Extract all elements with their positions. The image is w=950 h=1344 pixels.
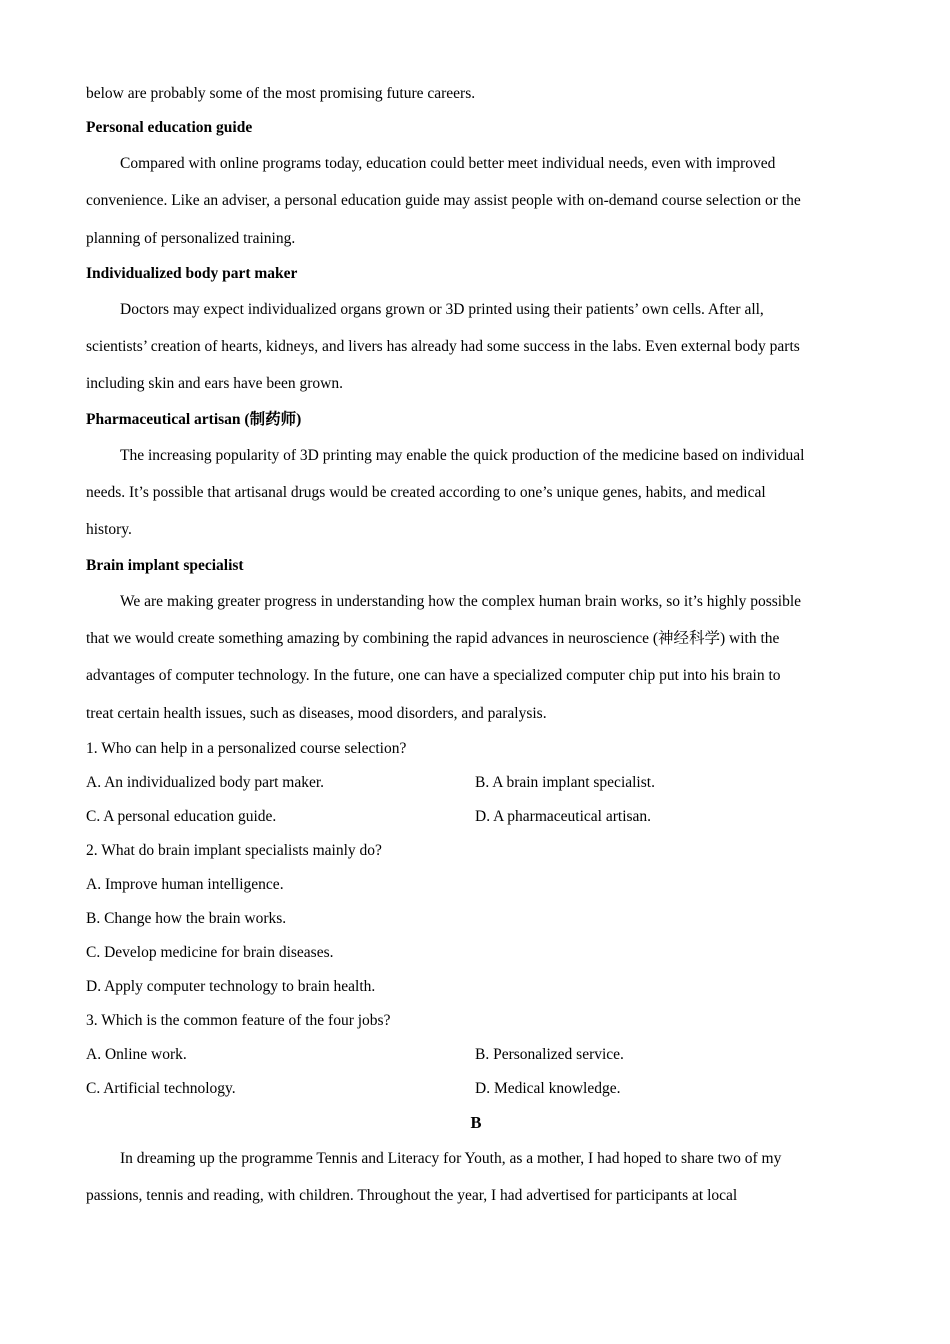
question-2-option-c: C. Develop medicine for brain diseases. — [86, 943, 334, 961]
paragraph-brain-implant — [86, 583, 866, 732]
question-1-options-row-1 — [86, 766, 866, 800]
paragraph-line: needs. It’s possible that artisanal drugs would be created according to one’s unique genes, habits, and medical — [86, 484, 766, 502]
paragraph-line: history. — [86, 521, 132, 539]
paragraph-body-part-maker — [86, 291, 866, 403]
question-2-option-a: A. Improve human intelligence. — [86, 875, 284, 893]
section-heading-education-guide: Personal education guide — [86, 119, 253, 136]
paragraph-line: scientists’ creation of hearts, kidneys, and livers has already had some success in the labs. Even external body parts — [86, 338, 800, 356]
paragraph-line: including skin and ears have been grown. — [86, 375, 343, 393]
paragraph-education-guide — [86, 145, 866, 257]
paragraph-line: treat certain health issues, such as diseases, mood disorders, and paralysis. — [86, 704, 547, 722]
paragraph-line: In dreaming up the programme Tennis and Literacy for Youth, as a mother, I had hoped to share two of my — [120, 1149, 782, 1167]
paragraph-line: Doctors may expect individualized organs grown or 3D printed using their patients’ own cells. After all, — [120, 300, 764, 318]
paragraph-line: passions, tennis and reading, with children. Throughout the year, I had advertised for participants at local — [86, 1187, 738, 1205]
paragraph-line: The increasing popularity of 3D printing may enable the quick production of the medicine based on individual — [120, 446, 805, 464]
question-1-option-c: C. A personal education guide. — [86, 807, 277, 825]
section-heading-body-part-maker: Individualized body part maker — [86, 264, 298, 282]
paragraph-line: Compared with online programs today, education could better meet individual needs, even with improved — [120, 155, 776, 172]
section-heading-brain-implant: Brain implant specialist — [86, 556, 244, 574]
question-3-option-d: D. Medical knowledge. — [475, 1079, 621, 1097]
paragraph-line: convenience. Like an adviser, a personal education guide may assist people with on-demand course selection or the — [86, 192, 801, 210]
section-b-title: B — [470, 1112, 482, 1132]
question-1-stem: 1. Who can help in a personalized course selection? — [86, 739, 407, 757]
question-1-options-row-2 — [86, 800, 866, 834]
paragraph-line: planning of personalized training. — [86, 229, 296, 247]
question-3-options-row-1 — [86, 1038, 866, 1072]
question-3-options-row-2 — [86, 1072, 866, 1106]
question-3-stem: 3. Which is the common feature of the four jobs? — [86, 1011, 391, 1029]
paragraph-section-b — [86, 1140, 866, 1215]
question-2-stem: 2. What do brain implant specialists mainly do? — [86, 841, 382, 859]
question-2-option-d: D. Apply computer technology to brain health. — [86, 977, 376, 995]
question-1-option-d: D. A pharmaceutical artisan. — [475, 807, 652, 825]
paragraph-line: that we would create something amazing by combining the rapid advances in neuroscience (神经科学) with the — [86, 629, 780, 647]
document-page — [86, 77, 866, 1214]
question-3-option-b: B. Personalized service. — [475, 1045, 624, 1063]
paragraph-line: We are making greater progress in understanding how the complex human brain works, so it’s highly possible — [120, 592, 802, 610]
question-2-option-b: B. Change how the brain works. — [86, 909, 287, 927]
question-3-option-c: C. Artificial technology. — [86, 1079, 236, 1097]
section-heading-pharmaceutical-artisan: Pharmaceutical artisan (制药师) — [86, 410, 302, 428]
intro-line: below are probably some of the most promising future careers. — [86, 85, 476, 102]
question-1-option-b: B. A brain implant specialist. — [475, 773, 655, 791]
paragraph-line: advantages of computer technology. In the future, one can have a specialized computer chip put into his brain to — [86, 667, 781, 685]
paragraph-pharmaceutical-artisan — [86, 437, 866, 549]
question-1-option-a: A. An individualized body part maker. — [86, 773, 325, 791]
question-3-option-a: A. Online work. — [86, 1045, 187, 1063]
